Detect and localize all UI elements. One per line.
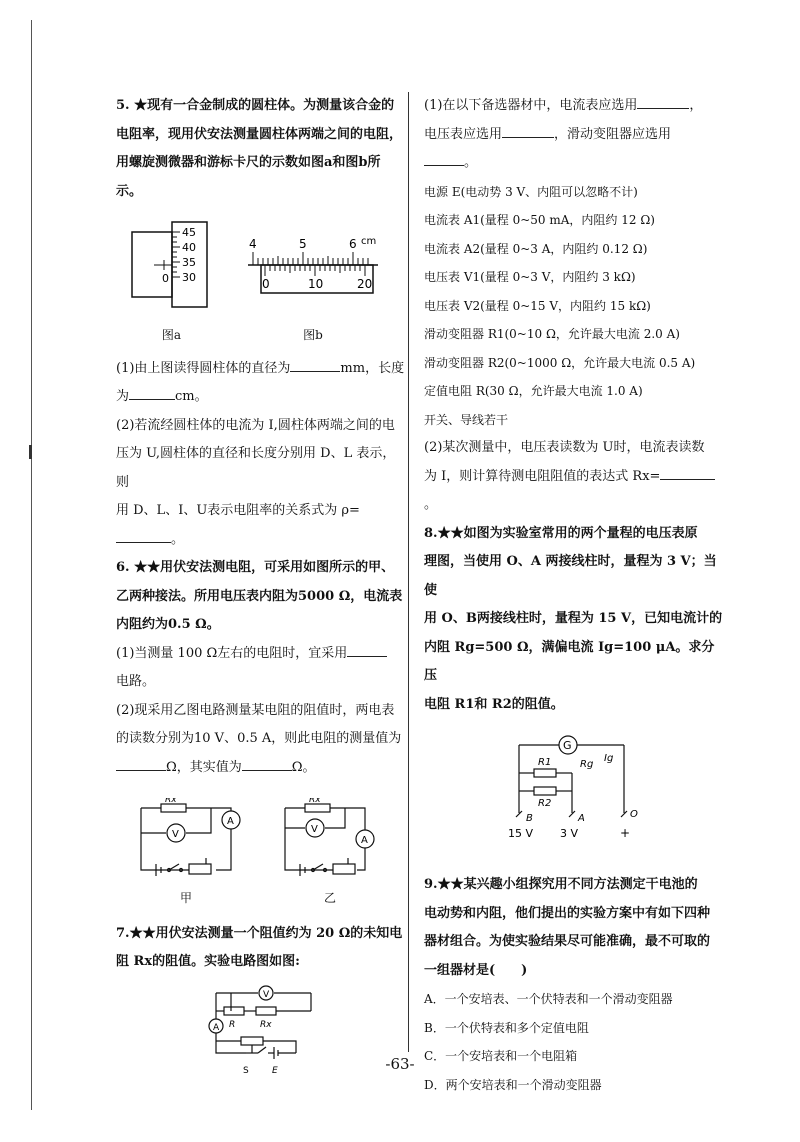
question-6	[116, 554, 406, 906]
resistor-rx-label: Rx	[260, 1019, 272, 1030]
answer-blank	[637, 94, 689, 109]
q6-sub1-end: 电路。	[116, 674, 156, 689]
terminal-a-label: A	[578, 813, 585, 824]
answer-blank	[116, 756, 166, 771]
q6-sub2-mid: Ω，其实值为	[166, 759, 242, 775]
equipment-item: 电流表 A1(量程 0~50 mA，内阻约 12 Ω)	[424, 213, 655, 227]
micrometer-tick-label: 35	[182, 256, 196, 269]
answer-blank	[290, 357, 340, 372]
right-column	[424, 92, 724, 1099]
micrometer-figure	[124, 220, 219, 343]
q5-line-2: 电阻率，现用伏安法测量圆柱体两端之间的电阻，	[116, 126, 403, 142]
q7-sub1-line3	[424, 149, 724, 178]
q7-sub1-comma: ，	[689, 98, 703, 113]
q5-sub2-line-3	[116, 497, 406, 554]
q5-sub1-line	[116, 355, 406, 384]
circuit-jia	[131, 798, 241, 906]
question-5	[116, 92, 406, 554]
q7-sub2-line: (2)某次测量中，电压表读数为 U时，电流表读数	[424, 440, 705, 455]
ammeter-label: A	[361, 835, 368, 846]
q6-sub2-line-2: 的读数分别为10 V、0.5 A，则此电阻的测量值为	[116, 731, 402, 746]
q7-sub2-end: 。	[424, 497, 438, 512]
terminal-b-label: B	[526, 813, 533, 824]
resistor-rx-label: Rx	[165, 798, 177, 805]
margin-mark	[29, 445, 32, 459]
q6-sub2-end: Ω。	[291, 759, 316, 775]
q7-sub2-line2	[424, 463, 724, 520]
question-8	[424, 520, 724, 844]
switch-label: S	[243, 1065, 249, 1076]
vernier-caliper-diagram	[243, 220, 383, 315]
answer-blank	[660, 465, 715, 480]
q6-line-3: 内阻约为0.5 Ω。	[116, 617, 220, 632]
answer-blank	[116, 528, 171, 543]
q9-option-a: A．一个安培表、一个伏特表和一个滑动变阻器	[424, 992, 673, 1006]
equipment-item: 滑动变阻器 R1(0~10 Ω，允许最大电流 2.0 A)	[424, 327, 680, 341]
galvanometer-resistance-label: Rg	[580, 759, 594, 770]
vernier-unit-label: cm	[361, 236, 377, 247]
binding-margin-line	[31, 20, 32, 1110]
equipment-item: 电流表 A2(量程 0~3 A，内阻约 0.12 Ω)	[424, 241, 648, 256]
q9-line-1: 9.★★某兴趣小组探究用不同方法测定干电池的	[424, 877, 698, 892]
equipment-item: 电压表 V2(量程 0~15 V，内阻约 15 kΩ)	[424, 298, 651, 313]
voltmeter-label: V	[263, 989, 270, 1000]
equipment-item: 滑动变阻器 R2(0~1000 Ω，允许最大电流 0.5 A)	[424, 355, 696, 370]
resistor-rx-label: Rx	[309, 798, 321, 805]
q9-option-b: B．一个伏特表和多个定值电阻	[424, 1020, 589, 1035]
q7-line-2: 阻 Rx的阻值。实验电路图如图:	[116, 954, 300, 969]
q6-sub1-line	[116, 640, 406, 669]
micrometer-tick-label: 45	[182, 226, 196, 239]
q5-sub2-line-2: 压为 U,圆柱体的直径和长度分别用 D、L 表示，则	[116, 446, 396, 490]
voltmeter-label: V	[311, 824, 318, 835]
ammeter-label: A	[227, 816, 234, 827]
q8-circuit	[424, 733, 724, 843]
q6-sub2-line-3	[116, 754, 406, 783]
q7-sub1-end: 。	[464, 155, 478, 170]
caption-fig-b: 图b	[303, 327, 323, 342]
micrometer-tick-label: 40	[182, 241, 196, 254]
equipment-item: 电源 E(电动势 3 V、内阻可以忽略不计)	[424, 184, 638, 199]
q7-sub2-text: 为 I，则计算待测电阻阻值的表达式 Rx=	[424, 468, 661, 484]
page-number: -63-	[385, 1055, 415, 1073]
q6-sub2-line-1: (2)现采用乙图电路测量某电阻的阻值时，两电表	[116, 702, 395, 718]
q5-sub1-unit2: cm。	[175, 389, 208, 404]
q9-line-3: 器材组合。为使实验结果尽可能准确，最不可取的	[424, 934, 711, 949]
resistor-r-label: R	[229, 1019, 236, 1030]
q8-line-5: 电阻 R1和 R2的阻值。	[424, 696, 564, 712]
q5-sub1-unit: mm，长度	[340, 360, 405, 376]
q5-sub1-text2: 为	[116, 389, 130, 404]
circuit-yi	[275, 798, 385, 906]
positive-terminal-label: +	[620, 826, 631, 840]
vernier-main-tick-label: 4	[249, 237, 257, 251]
q5-sub1-text: (1)由上图读得圆柱体的直径为	[116, 360, 291, 376]
voltmeter-principle-diagram	[504, 733, 644, 843]
equipment-item: 定值电阻 R(30 Ω，允许最大电流 1.0 A)	[424, 384, 643, 398]
equipment-item: 开关、导线若干	[424, 412, 509, 427]
q7-line-1: 7.★★用伏安法测量一个阻值约为 20 Ω的未知电	[116, 925, 403, 941]
vernier-scale-label: 20	[357, 277, 373, 291]
equipment-item: 电压表 V1(量程 0~3 V，内阻约 3 kΩ)	[424, 270, 636, 284]
q5-sub1-line2	[116, 383, 406, 412]
answer-blank	[502, 123, 554, 138]
q7-sub1-line2	[424, 121, 724, 150]
range-15v-label: 15 V	[508, 827, 534, 840]
q6-line-2: 乙两种接法。所用电压表内阻为5000 Ω，电流表	[116, 588, 403, 604]
q5-line-3: 用螺旋测微器和游标卡尺的示数如图a和图b所示。	[116, 155, 381, 199]
current-ig-label: Ig	[604, 753, 614, 764]
q7-sub1-text: (1)在以下备选器材中，电流表应选用	[424, 98, 638, 113]
q9-option-d: D．两个安培表和一个滑动变阻器	[424, 1077, 602, 1092]
q6-circuits	[110, 798, 406, 906]
q5-sub2-line-1: (2)若流经圆柱体的电流为 I,圆柱体两端之间的电	[116, 417, 395, 433]
q5-figures	[124, 220, 406, 343]
q5-sub2-end: 。	[171, 531, 185, 547]
caption-fig-a: 图a	[161, 327, 182, 342]
ammeter-label: A	[213, 1022, 220, 1033]
q9-line-4: 一组器材是( )	[424, 962, 528, 978]
resistor-r1-label: R1	[538, 757, 552, 768]
caption-yi: 乙	[323, 890, 336, 905]
q6-line-1: 6. ★★用伏安法测电阻，可采用如图所示的甲、	[116, 560, 395, 575]
circuit-jia-diagram	[131, 798, 241, 878]
micrometer-zero-label: 0	[162, 272, 169, 285]
q7-sub1-text3: ，滑动变阻器应选用	[554, 126, 672, 142]
terminal-o-label: O	[630, 809, 638, 820]
q8-line-4: 内阻 Rg=500 Ω，满偏电流 Ig=100 μA。求分压	[424, 639, 715, 683]
q5-line-1: 5. ★现有一合金制成的圆柱体。为测量该合金的	[116, 98, 395, 113]
galvanometer-label: G	[563, 739, 572, 752]
answer-blank	[424, 151, 464, 166]
vernier-scale-label: 0	[262, 277, 270, 291]
q8-line-2: 理图，当使用 O、A 两接线柱时，量程为 3 V；当使	[424, 554, 717, 598]
column-divider	[408, 92, 409, 1052]
caption-jia: 甲	[179, 890, 192, 905]
answer-blank	[129, 385, 175, 400]
q9-option-c: C．一个安培表和一个电阻箱	[424, 1049, 578, 1063]
left-column	[116, 92, 406, 1083]
q8-line-3: 用 O、B两接线柱时，量程为 15 V，已知电流计的	[424, 611, 723, 626]
q9-line-2: 电动势和内阻，他们提出的实验方案中有如下四种	[424, 905, 711, 921]
answer-blank	[242, 756, 292, 771]
q6-sub1-text: (1)当测量 100 Ω左右的电阻时，宜采用	[116, 645, 348, 661]
battery-label: E	[272, 1065, 278, 1076]
question-7-continued	[424, 92, 724, 520]
answer-blank	[347, 642, 387, 657]
q7-sub1-text2: 电压表应选用	[424, 126, 503, 142]
resistor-r2-label: R2	[538, 798, 552, 809]
micrometer-tick-label: 30	[182, 271, 196, 284]
vernier-scale-label: 10	[308, 277, 324, 291]
vernier-main-tick-label: 6	[349, 237, 357, 251]
vernier-main-tick-label: 5	[299, 237, 307, 251]
q7-sub1-line	[424, 92, 724, 121]
q5-sub2-text: 用 D、L、I、U表示电阻率的关系式为 ρ=	[116, 503, 360, 518]
voltmeter-label: V	[172, 829, 179, 840]
range-3v-label: 3 V	[560, 827, 579, 840]
circuit-yi-diagram	[275, 798, 385, 878]
q8-line-1: 8.★★如图为实验室常用的两个量程的电压表原	[424, 525, 698, 541]
vernier-figure	[243, 220, 383, 343]
micrometer-diagram	[124, 220, 219, 315]
